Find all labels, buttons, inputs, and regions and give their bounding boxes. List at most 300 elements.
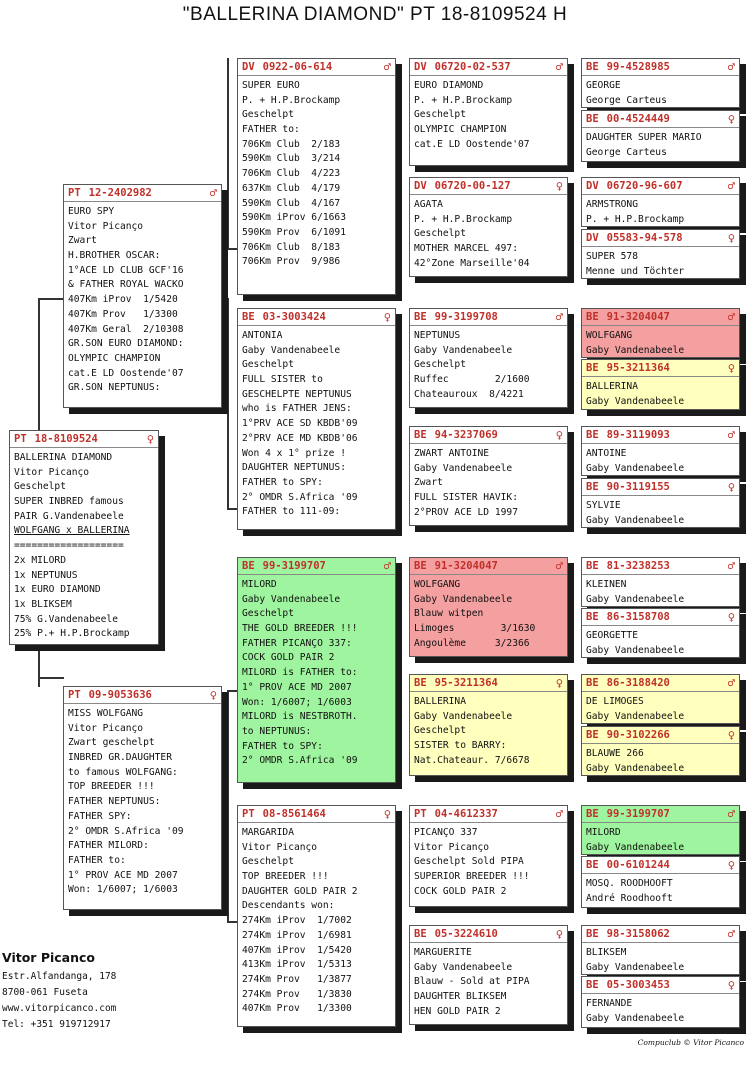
card-line: GR.SON NEPTUNUS: [68, 382, 161, 394]
footer-credit: Compuclub © Vitor Picanco [637, 1038, 744, 1047]
country-code: BE [414, 429, 427, 441]
card-line: 706Km Club 4/223 [242, 168, 341, 180]
connector-line [38, 299, 40, 410]
country-code: DV [414, 180, 427, 192]
card-line: PAIR G.Vandenabeele [14, 510, 124, 522]
card-line: Gaby Vandenabeele [414, 710, 513, 722]
connector-line [38, 677, 64, 679]
card-line: EURO SPY [68, 206, 115, 217]
card-line: Zwart [68, 235, 97, 247]
card-line: P. + H.P.Brockamp [586, 213, 685, 225]
card-line: 407Km iProv 1/5420 [242, 944, 352, 956]
sex-symbol-icon: ♀ [555, 676, 563, 690]
card-body [410, 195, 567, 271]
card-line: COCK GOLD PAIR 2 [414, 885, 507, 897]
country-code: PT [68, 689, 81, 701]
card-body [238, 326, 395, 520]
card-line: WOLFGANG [414, 579, 461, 590]
card-line: 706Km Club 2/183 [242, 138, 341, 150]
sex-symbol-icon: ♀ [727, 361, 735, 375]
card-line: Gaby Vandenabeele [586, 593, 685, 605]
ring-number: 99-3199707 [262, 560, 326, 572]
card-line: Geschelpt [414, 725, 466, 737]
card-header [582, 675, 739, 692]
grandparent-card [237, 557, 396, 783]
connector-line [227, 690, 229, 922]
sex-symbol-icon: ♂ [209, 186, 217, 200]
country-code: DV [586, 232, 599, 244]
ring-number: 86-3188420 [606, 677, 670, 689]
card-line: MILORD is NESTBROTH. [242, 711, 358, 723]
country-code: PT [68, 187, 81, 199]
card-header [238, 558, 395, 575]
card-body [582, 994, 739, 1026]
sex-symbol-icon: ♂ [727, 927, 735, 941]
country-code: PT [414, 808, 427, 820]
country-code: BE [586, 808, 599, 820]
card-line: Chateauroux 8/4221 [414, 388, 524, 400]
card-line: cat.E LD Oostende'07 [68, 367, 184, 379]
card-body [582, 444, 739, 476]
card-body [410, 575, 567, 651]
card-line: BLIKSEM [586, 947, 627, 958]
card-header [238, 806, 395, 823]
ggg-parent-card [581, 608, 740, 658]
card-header [582, 558, 739, 575]
card-header [64, 185, 221, 202]
ring-number: 05583-94-578 [606, 232, 683, 244]
ring-number: 06720-00-127 [434, 180, 511, 192]
connector-line [227, 921, 237, 923]
card-body [582, 943, 739, 975]
card-header [582, 857, 739, 874]
card-header [10, 431, 158, 448]
card-line: DE LIMOGES [586, 696, 644, 707]
card-line: MARGARIDA [242, 827, 294, 838]
card-line: Gaby Vandenabeele [586, 514, 685, 526]
card-body [582, 195, 739, 227]
card-line: Vitor Picanço [14, 466, 90, 478]
card-line: 407Km Prov 1/3300 [68, 308, 178, 320]
connector-line [38, 677, 40, 687]
sex-symbol-icon: ♂ [727, 807, 735, 821]
card-line: Gaby Vandenabeele [586, 462, 685, 474]
owner-name: Vitor Picanco [2, 950, 96, 965]
card-line: MILORD [586, 827, 621, 838]
card-body [410, 692, 567, 768]
ring-number: 06720-96-607 [606, 180, 683, 192]
ggg-parent-card [581, 177, 740, 227]
card-header [64, 687, 221, 704]
country-code: BE [414, 677, 427, 689]
card-body [582, 247, 739, 279]
sex-symbol-icon: ♂ [555, 310, 563, 324]
card-line: Geschelpt [414, 228, 466, 240]
card-line: GR.SON EURO DIAMOND: [68, 338, 184, 350]
owner-contact [2, 950, 116, 1033]
country-code: BE [586, 677, 599, 689]
card-line: Won 4 x 1° prize ! [242, 447, 346, 459]
card-line: FATHER SPY: [68, 810, 132, 822]
card-body [410, 943, 567, 1019]
card-line: who is FATHER JENS: [242, 403, 352, 415]
card-body [582, 626, 739, 658]
card-body [582, 377, 739, 409]
sex-symbol-icon: ♂ [555, 807, 563, 821]
card-line: BALLERINA [586, 381, 638, 392]
card-line: EURO DIAMOND [414, 80, 484, 91]
card-line: 706Km Prov 9/986 [242, 256, 341, 268]
card-body [64, 704, 221, 898]
ggg-parent-card [581, 308, 740, 358]
sex-symbol-icon: ♀ [727, 480, 735, 494]
card-body [410, 326, 567, 402]
card-line: 2x MILORD [14, 554, 66, 566]
ring-number: 98-3158062 [606, 928, 670, 940]
card-line: FATHER PICANÇO 337: [242, 637, 352, 649]
card-line: BLAUWE 266 [586, 748, 644, 759]
card-line: Geschelpt [242, 359, 294, 371]
card-body [410, 444, 567, 520]
card-body [238, 823, 395, 1017]
ring-number: 06720-02-537 [434, 61, 511, 73]
card-line: SUPER 578 [586, 251, 638, 262]
card-line: 2° OMDR S.Africa '09 [68, 825, 184, 837]
card-line: WOLFGANG [586, 330, 633, 341]
ring-number: 94-3237069 [434, 429, 498, 441]
card-line: Vitor Picanço [414, 841, 490, 853]
card-body [582, 692, 739, 724]
card-line: 42°Zone Marseille'04 [414, 257, 530, 269]
card-line: 1°ACE LD CLUB GCF'16 [68, 264, 184, 276]
card-body [64, 202, 221, 396]
sex-symbol-icon: ♀ [727, 978, 735, 992]
sex-symbol-icon: ♂ [727, 559, 735, 573]
card-line: ZWART ANTOINE [414, 448, 490, 459]
card-body [582, 128, 739, 160]
card-line: COCK GOLD PAIR 2 [242, 652, 335, 664]
card-line: 2° OMDR S.Africa '09 [242, 755, 358, 767]
card-line: Vitor Picanço [68, 722, 144, 734]
card-line: 2°PROV ACE LD 1997 [414, 506, 518, 518]
card-body [410, 76, 567, 152]
card-line: André Roodhooft [586, 892, 673, 904]
card-header [582, 59, 739, 76]
ring-number: 09-9053636 [88, 689, 152, 701]
country-code: BE [242, 311, 255, 323]
card-header [582, 178, 739, 195]
card-header [410, 427, 567, 444]
ring-number: 99-3199708 [434, 311, 498, 323]
card-line: MISS WOLFGANG [68, 708, 144, 719]
card-header [410, 806, 567, 823]
card-body [238, 76, 395, 270]
ring-number: 03-3003424 [262, 311, 326, 323]
card-line: FATHER MILORD: [68, 840, 149, 852]
card-line: H.BROTHER OSCAR: [68, 250, 161, 262]
card-line: to NEPTUNUS: [242, 725, 312, 737]
card-line: TOP BREEDER !!! [242, 871, 329, 883]
country-code: BE [586, 481, 599, 493]
card-line: MARGUERITE [414, 947, 472, 958]
card-line: DAUGHTER NEPTUNUS: [242, 462, 346, 474]
great-grandparent-card [409, 925, 568, 1025]
card-line: George Carteus [586, 94, 667, 106]
card-line: 274Km Prov 1/3877 [242, 973, 352, 985]
ring-number: 86-3158708 [606, 611, 670, 623]
sex-symbol-icon: ♀ [727, 610, 735, 624]
card-line: Gaby Vandenabeele [414, 961, 513, 973]
sex-symbol-icon: ♀ [146, 432, 154, 446]
card-line: Geschelpt [414, 109, 466, 121]
card-line: Gaby Vandenabeele [586, 841, 685, 853]
card-header [582, 111, 739, 128]
connector-line [38, 645, 40, 678]
great-grandparent-card [409, 557, 568, 657]
country-code: BE [586, 928, 599, 940]
card-line: PICANÇO 337 [414, 827, 478, 838]
card-line: MILORD is FATHER to: [242, 667, 358, 679]
card-body [582, 326, 739, 358]
card-line: to famous WOLFGANG: [68, 766, 178, 778]
father-card [63, 184, 222, 408]
card-line: 637Km Club 4/179 [242, 182, 341, 194]
card-line: THE GOLD BREEDER !!! [242, 623, 358, 635]
card-body [410, 823, 567, 899]
card-line: 590Km Prov 6/1091 [242, 226, 346, 238]
card-header [582, 230, 739, 247]
country-code: BE [586, 311, 599, 323]
card-body [238, 575, 395, 769]
card-header [238, 59, 395, 76]
country-code: BE [586, 729, 599, 741]
card-line: & FATHER ROYAL WACKO [68, 279, 184, 291]
card-line: Gaby Vandenabeele [586, 710, 685, 722]
grandparent-card [237, 805, 396, 1027]
connector-line [227, 58, 229, 248]
card-line: 1°PRV ACE SD KBDB'09 [242, 418, 358, 430]
card-line: FATHER to: [68, 854, 126, 866]
card-header [410, 926, 567, 943]
card-line: FATHER to 111-09: [242, 506, 341, 518]
card-line: Gaby Vandenabeele [586, 395, 685, 407]
card-line: Vitor Picanço [68, 220, 144, 232]
card-line: Angoulème 3/2366 [414, 637, 530, 649]
card-line: OLYMPIC CHAMPION [414, 124, 507, 136]
great-grandparent-card [409, 177, 568, 277]
ring-number: 91-3204047 [434, 560, 498, 572]
card-line: GEORGETTE [586, 630, 638, 641]
ggg-parent-card [581, 856, 740, 908]
card-line: 1° PROV ACE MD 2007 [242, 681, 352, 693]
sex-symbol-icon: ♂ [383, 559, 391, 573]
card-header [410, 59, 567, 76]
owner-postcode: 8700-061 Fuseta [2, 987, 88, 998]
card-line: Gaby Vandenabeele [586, 961, 685, 973]
card-header [582, 309, 739, 326]
card-header [582, 427, 739, 444]
card-line: FATHER NEPTUNUS: [68, 796, 161, 808]
card-line: Ruffec 2/1600 [414, 374, 530, 386]
card-line: Gaby Vandenabeele [586, 644, 685, 656]
sex-symbol-icon: ♀ [727, 231, 735, 245]
card-header [582, 977, 739, 994]
card-line: OLYMPIC CHAMPION [68, 352, 161, 364]
card-header [582, 926, 739, 943]
card-line: Blauw - Sold at PIPA [414, 976, 530, 988]
connector-line [38, 408, 40, 430]
country-code: DV [242, 61, 255, 73]
card-line: Geschelpt [414, 359, 466, 371]
card-header [410, 178, 567, 195]
card-line: ANTOINE [586, 448, 627, 459]
country-code: BE [586, 61, 599, 73]
great-grandparent-card [409, 58, 568, 166]
ring-number: 05-3003453 [606, 979, 670, 991]
connector-line [227, 508, 237, 510]
card-line: MOSQ. ROODHOOFT [586, 878, 673, 889]
ring-number: 90-3119155 [606, 481, 670, 493]
country-code: BE [586, 859, 599, 871]
card-line: 75% G.Vandenabeele [14, 613, 118, 625]
mother-card [63, 686, 222, 910]
card-header [238, 309, 395, 326]
card-line: Menne und Töchter [586, 265, 685, 277]
country-code: BE [586, 362, 599, 374]
ring-number: 04-4612337 [434, 808, 498, 820]
card-line: Descendants won: [242, 900, 335, 912]
connector-line [227, 690, 237, 692]
ring-number: 00-6101244 [606, 859, 670, 871]
card-line: 2°PRV ACE MD KBDB'06 [242, 432, 358, 444]
sex-symbol-icon: ♀ [727, 858, 735, 872]
great-grandparent-card [409, 426, 568, 526]
sex-symbol-icon: ♂ [727, 428, 735, 442]
owner-address: Estr.Alfandanga, 178 [2, 971, 117, 982]
ring-number: 00-4524449 [606, 113, 670, 125]
card-line: AGATA [414, 199, 443, 210]
card-line: Zwart [414, 477, 443, 489]
sex-symbol-icon: ♂ [555, 559, 563, 573]
card-line: 590Km iProv 6/1663 [242, 212, 346, 224]
card-line: cat.E LD Oostende'07 [414, 138, 530, 150]
connector-line [38, 298, 64, 300]
country-code: BE [586, 113, 599, 125]
card-line: Nat.Chateaur. 7/6678 [414, 754, 530, 766]
card-header [582, 479, 739, 496]
country-code: BE [414, 928, 427, 940]
ggg-parent-card [581, 726, 740, 776]
card-line: P. + H.P.Brockamp [242, 94, 341, 106]
card-line: =================== [14, 540, 124, 552]
card-line: FULL SISTER to [242, 374, 323, 386]
ring-number: 12-2402982 [88, 187, 152, 199]
card-line: SYLVIE [586, 500, 621, 511]
card-body [582, 496, 739, 528]
country-code: BE [586, 429, 599, 441]
ring-number: 89-3119093 [606, 429, 670, 441]
card-line: Blauw witpen [414, 608, 484, 620]
sex-symbol-icon: ♂ [727, 310, 735, 324]
card-line: Won: 1/6007; 1/6003 [242, 696, 352, 708]
card-header [582, 806, 739, 823]
card-line: SUPERIOR BREEDER !!! [414, 871, 530, 883]
card-line: George Carteus [586, 146, 667, 158]
great-grandparent-card [409, 805, 568, 907]
ring-number: 91-3204047 [606, 311, 670, 323]
card-line: HEN GOLD PAIR 2 [414, 1005, 501, 1017]
sex-symbol-icon: ♀ [383, 807, 391, 821]
ggg-parent-card [581, 359, 740, 410]
card-line: FERNANDE [586, 998, 633, 1009]
country-code: BE [414, 560, 427, 572]
ring-number: 0922-06-614 [262, 61, 333, 73]
sex-symbol-icon: ♂ [727, 676, 735, 690]
card-line: Gaby Vandenabeele [586, 762, 685, 774]
card-line: Gaby Vandenabeele [414, 593, 513, 605]
card-line: 2° OMDR S.Africa '09 [242, 491, 358, 503]
card-line: DAUGHTER SUPER MARIO [586, 132, 702, 143]
card-line: 407Km Prov 1/3300 [242, 1003, 352, 1015]
card-header [410, 675, 567, 692]
ring-number: 90-3102266 [606, 729, 670, 741]
card-line: GEORGE [586, 80, 621, 91]
ggg-parent-card [581, 557, 740, 607]
ring-number: 99-3199707 [606, 808, 670, 820]
card-line: FATHER to SPY: [242, 476, 323, 488]
sex-symbol-icon: ♀ [555, 179, 563, 193]
sex-symbol-icon: ♀ [727, 112, 735, 126]
ggg-parent-card [581, 805, 740, 855]
card-body [582, 823, 739, 855]
country-code: PT [242, 808, 255, 820]
country-code: BE [414, 311, 427, 323]
owner-phone: Tel: +351 919712917 [2, 1019, 111, 1030]
card-line: 590Km Club 4/167 [242, 197, 341, 209]
ggg-parent-card [581, 976, 740, 1028]
grandparent-card [237, 58, 396, 295]
card-header [582, 609, 739, 626]
ggg-parent-card [581, 674, 740, 724]
card-line: SISTER to BARRY: [414, 740, 507, 752]
card-line: DAUGHTER BLIKSEM [414, 991, 507, 1003]
great-grandparent-card [409, 674, 568, 776]
card-line: 1x BLIKSEM [14, 598, 72, 610]
country-code: PT [14, 433, 27, 445]
ggg-parent-card [581, 478, 740, 528]
card-line: Gaby Vandenabeele [414, 462, 513, 474]
card-line: Won: 1/6007; 1/6003 [68, 884, 178, 896]
sex-symbol-icon: ♂ [727, 60, 735, 74]
card-line: 1x NEPTUNUS [14, 569, 78, 581]
card-line: WOLFGANG x BALLERINA [14, 525, 130, 537]
great-grandparent-card [409, 308, 568, 408]
card-line: MILORD [242, 579, 277, 590]
sex-symbol-icon: ♀ [209, 688, 217, 702]
card-line: 706Km Club 8/183 [242, 241, 341, 253]
card-line: 25% P.+ H.P.Brockamp [14, 628, 130, 640]
ggg-parent-card [581, 58, 740, 108]
ring-number: 99-4528985 [606, 61, 670, 73]
subject-card [9, 430, 159, 645]
connector-line [227, 298, 229, 508]
card-line: DAUGHTER GOLD PAIR 2 [242, 885, 358, 897]
card-line: Geschelpt Sold PIPA [414, 856, 524, 868]
card-line: 274Km Prov 1/3830 [242, 988, 352, 1000]
ring-number: 95-3211364 [434, 677, 498, 689]
ring-number: 18-8109524 [34, 433, 98, 445]
owner-website: www.vitorpicanco.com [2, 1003, 117, 1014]
